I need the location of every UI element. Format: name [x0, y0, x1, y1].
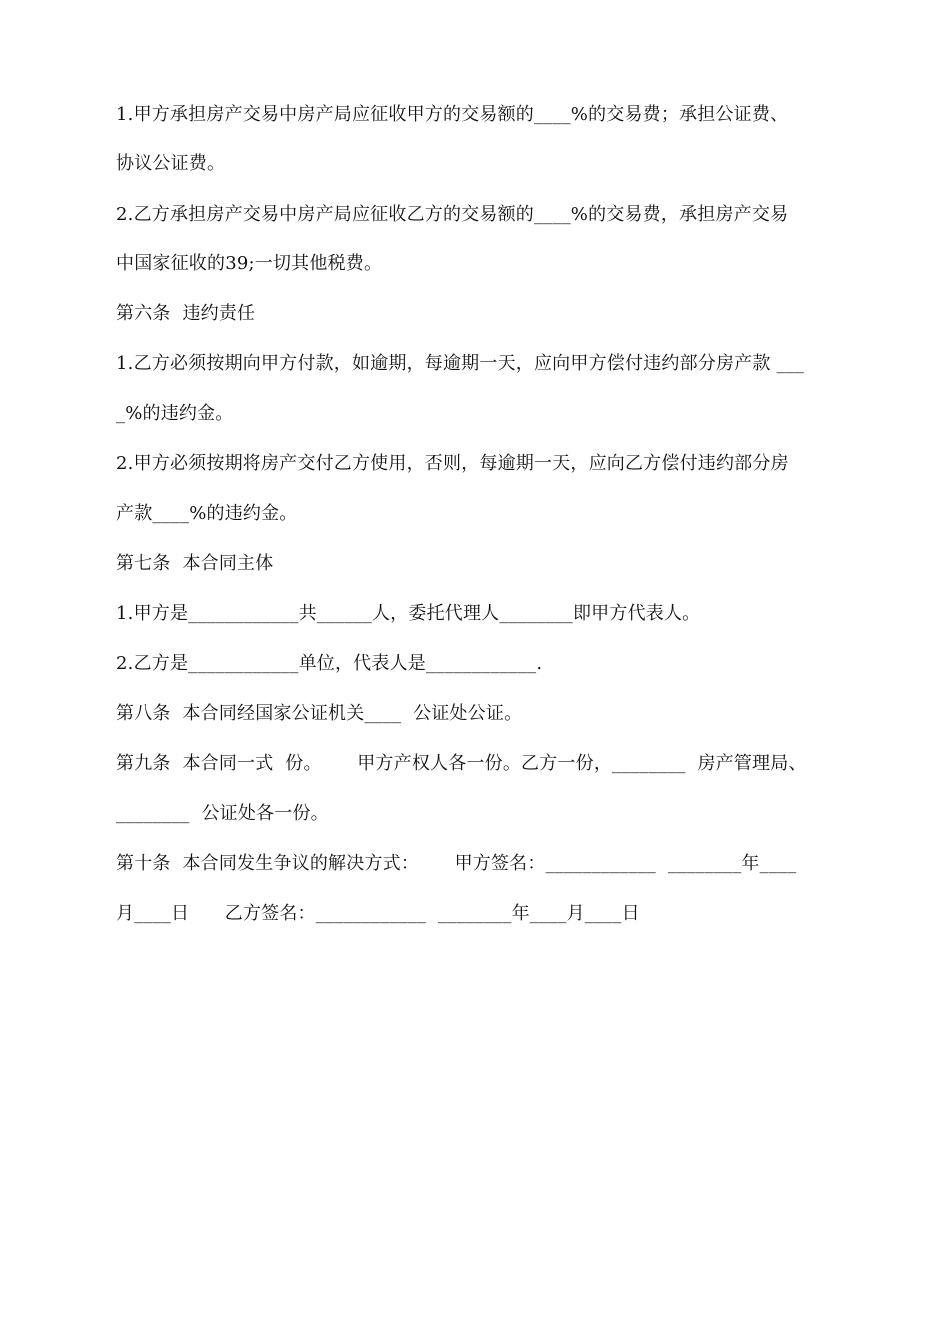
clause-5-item-1-line-2: 协议公证费。	[116, 153, 226, 174]
clause-7-item-2: 2.乙方是____________单位，代表人是____________.	[116, 653, 543, 674]
clause-5-item-2-line-2: 中国家征收的39;一切其他税费。	[116, 253, 383, 274]
clause-6-item-1-line-1: 1.乙方必须按期向甲方付款，如逾期，每逾期一天，应向甲方偿付违约部分房产款 ___	[116, 353, 805, 374]
clause-8: 第八条 本合同经国家公证机关____ 公证处公证。	[116, 703, 523, 724]
clause-6-heading: 第六条 违约责任	[116, 303, 256, 324]
clause-7-heading: 第七条 本合同主体	[116, 553, 274, 574]
clause-10-line-2: 月____日 乙方签名：____________ ________年____月____日	[116, 903, 640, 924]
clause-6-item-1-line-2: _%的违约金。	[116, 403, 234, 424]
clause-6-item-2-line-2: 产款____%的违约金。	[116, 503, 298, 524]
clause-7-item-1: 1.甲方是____________共______人，委托代理人________即甲方代表人。	[116, 603, 701, 624]
clause-6-item-2-line-1: 2.甲方必须按期将房产交付乙方使用，否则，每逾期一天，应向乙方偿付违约部分房	[116, 453, 789, 474]
clause-9-line-2: ________ 公证处各一份。	[116, 803, 329, 824]
clause-5-item-1-line-1: 1.甲方承担房产交易中房产局应征收甲方的交易额的____%的交易费；承担公证费、	[116, 104, 789, 125]
clause-10-line-1: 第十条 本合同发生争议的解决方式： 甲方签名：____________ ________年____	[116, 853, 797, 874]
clause-9-line-1: 第九条 本合同一式 份。 甲方产权人各一份。乙方一份，________ 房产管理局、	[116, 753, 807, 774]
clause-5-item-2-line-1: 2.乙方承担房产交易中房产局应征收乙方的交易额的____%的交易费，承担房产交易	[116, 204, 789, 225]
